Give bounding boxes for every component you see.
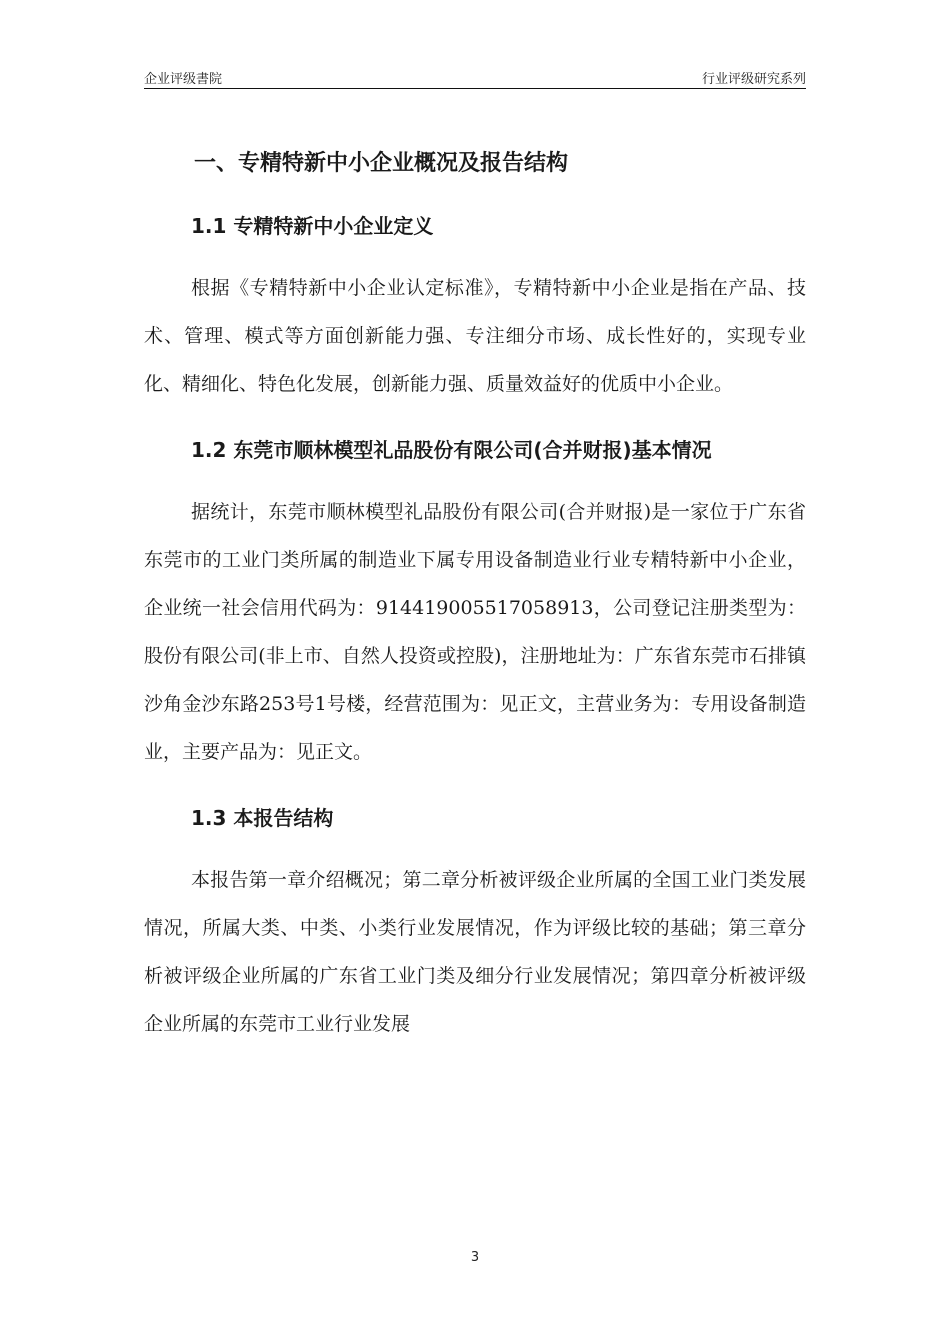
subsection-1-3-paragraph: 本报告第一章介绍概况；第二章分析被评级企业所属的全国工业门类发展情况，所属大类、中类、小类行业发展情况，作为评级比较的基础；第三章分析被评级企业所属的广东省工业门类及细分行业发展情况；第四章分析被评级企业所属的东莞市工业行业发展 <box>144 869 806 1035</box>
subsection-1-2-paragraph: 据统计，东莞市顺林模型礼品股份有限公司(合并财报)是一家位于广东省东莞市的工业门类所属的制造业下属专用设备制造业行业专精特新中小企业，企业统一社会信用代码为：914419005517058913，公司登记注册类型为：股份有限公司(非上市、自然人投资或控股)，注册地址为：广东省东莞市石排镇沙角金沙东路253号1号楼，经营范围为：见正文，主营业务为：专用设备制造业，主要产品为：见正文。 <box>144 501 806 763</box>
document-body <box>144 140 806 1048</box>
page-header <box>144 66 806 89</box>
subsection-1-1-paragraph: 根据《专精特新中小企业认定标准》，专精特新中小企业是指在产品、技术、管理、模式等方面创新能力强、专注细分市场、成长性好的，实现专业化、精细化、特色化发展，创新能力强、质量效益好的优质中小企业。 <box>144 277 806 395</box>
header-right-text: 行业评级研究系列 <box>701 72 806 87</box>
subsection-1-2-title: 1.2 东莞市顺林模型礼品股份有限公司(合并财报)基本情况 <box>191 438 712 462</box>
subsection-1-1-title: 1.1 专精特新中小企业定义 <box>191 214 434 238</box>
section-1-title: 一、专精特新中小企业概况及报告结构 <box>194 151 569 176</box>
page-number: 3 <box>470 1250 480 1265</box>
header-left-text: 企业评级書院 <box>144 72 223 87</box>
subsection-1-3-title: 1.3 本报告结构 <box>191 806 334 830</box>
